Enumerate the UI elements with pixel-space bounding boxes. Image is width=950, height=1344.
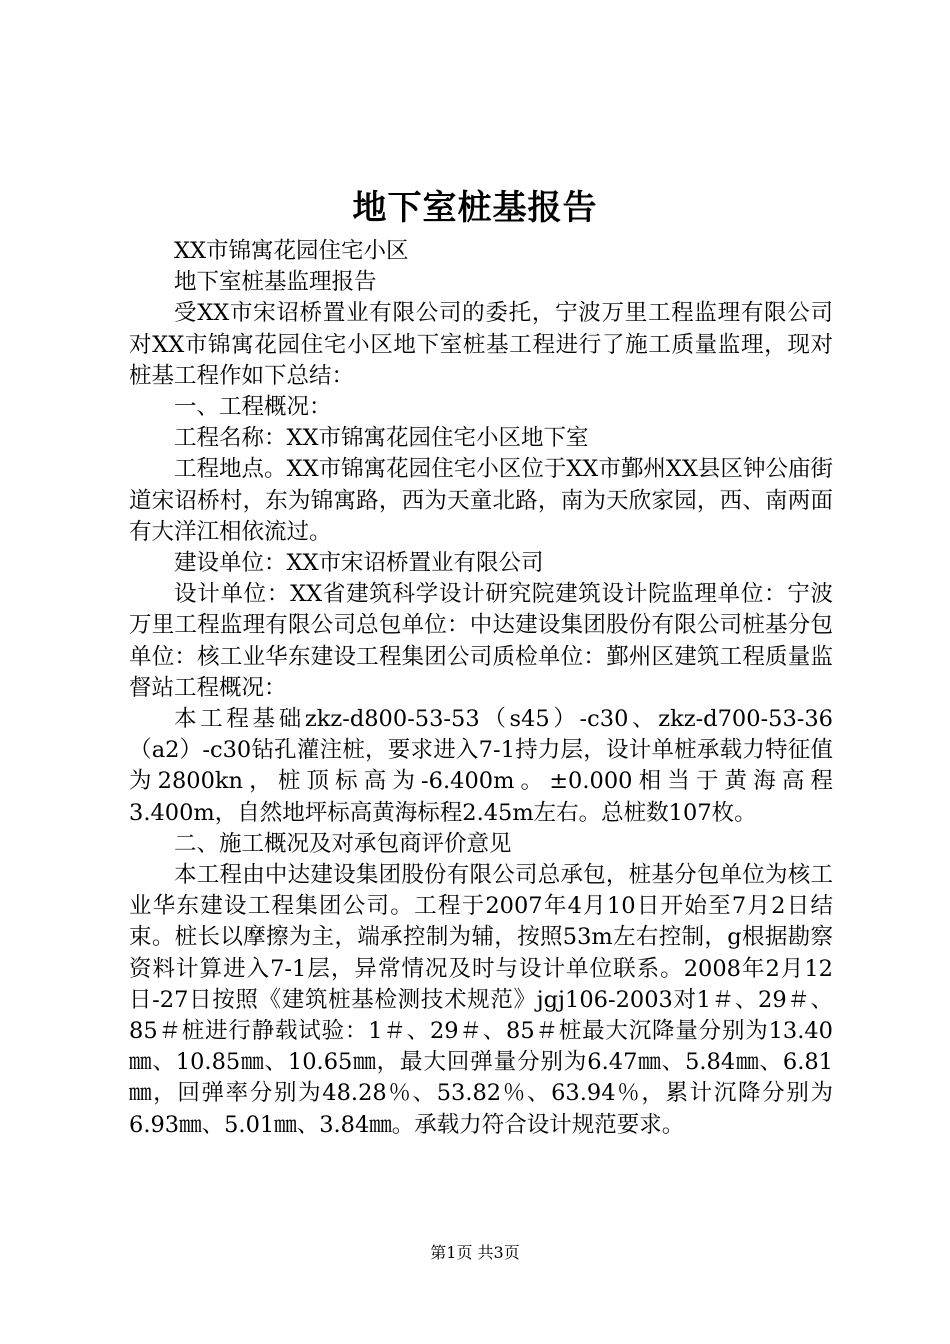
paragraph-report-name: 地下室桩基监理报告: [174, 269, 377, 296]
page-footer: 第1页 共3页: [430, 1243, 520, 1262]
section-heading-construction: 二、施工概况及对承包商评价意见: [174, 830, 512, 857]
paragraph-community-name: XX市锦寓花园住宅小区: [174, 238, 409, 264]
paragraph-project-name: 工程名称：XX市锦寓花园住宅小区地下室: [174, 425, 589, 452]
paragraph-introduction: 受XX市宋诏桥置业有限公司的委托，宁波万里工程监理有限公司对XX市锦寓花园住宅小区地下室桩基工程进行了施工质量监理，现对桩基工程作如下总结：: [129, 300, 833, 389]
document-body: [129, 236, 833, 1141]
paragraph-design-unit: 设计单位：XX省建筑科学设计研究院建筑设计院监理单位：宁波万里工程监理有限公司总包单位：中达建设集团股份有限公司桩基分包单位：核工业华东建设工程集团公司质检单位：鄞州区建筑工程质量监督站工程概况：: [129, 581, 833, 701]
paragraph-construction-unit: 建设单位：XX市宋诏桥置业有限公司: [174, 550, 544, 577]
paragraph-foundation-spec: 本工程基础zkz-d800-53-53（s45）-c30、zkz-d700-53-36（a2）-c30钻孔灌注桩，要求进入7-1持力层，设计单桩承载力特征值为2800kn，桩顶标高为-6.400m。±0.000相当于黄海高程3.400m，自然地坪标高黄海标程2.45m左右。总桩数107枚。: [129, 706, 833, 826]
paragraph-project-location: 工程地点。XX市锦寓花园住宅小区位于XX市鄞州XX县区钟公庙街道宋诏桥村，东为锦寓路，西为天童北路，南为天欣家园，西、南两面有大洋江相依流过。: [129, 456, 833, 545]
paragraph-construction-summary: 本工程由中达建设集团股份有限公司总承包，桩基分包单位为核工业华东建设工程集团公司。工程于2007年4月10日开始至7月2日结束。桩长以摩擦为主，端承控制为辅，按照53m左右控制，g根据勘察资料计算进入7-1层，异常情况及时与设计单位联系。2008年2月12日-27日按照《建筑桩基检测技术规范》jgj106-2003对1＃、29＃、85＃桩进行静载试验：1＃、29＃、85＃桩最大沉降量分别为13.40㎜、10.85㎜、10.65㎜，最大回弹量分别为6.47㎜、5.84㎜、6.81㎜，回弹率分别为48.28％、53.82％、63.94％，累计沉降分别为6.93㎜、5.01㎜、3.84㎜。承载力符合设计规范要求。: [129, 862, 833, 1138]
section-heading-overview: 一、工程概况：: [174, 394, 332, 421]
document-title: 地下室桩基报告: [352, 188, 598, 228]
